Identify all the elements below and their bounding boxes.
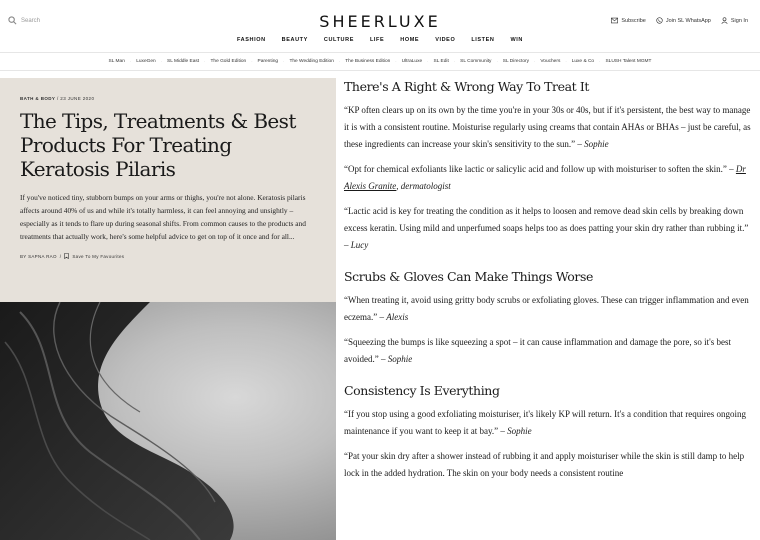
quote-paragraph (344, 334, 754, 368)
sign-in-label: Sign In (730, 17, 748, 24)
save-favourites-button[interactable]: Save To My Favourites (72, 253, 125, 259)
nav-home[interactable]: HOME (400, 37, 420, 43)
separator: · (599, 59, 601, 64)
search-label: Search (21, 17, 41, 24)
separator: · (427, 59, 429, 64)
separator: · (338, 59, 341, 64)
quote-text: “When treating it, avoid using gritty body scrubs or exfoliating gloves. These can trigger inflammation and even eczema.” – (344, 295, 749, 322)
section-heading: There's A Right & Wrong Way To Treat It (344, 79, 589, 94)
quote-text: “Pat your skin dry after a shower instead of rubbing it and apply moisturiser while the skin is still damp to help lock in the added hydration. The skin on your body needs a consistent routine (344, 451, 745, 478)
article-hero (0, 78, 336, 302)
separator: · (283, 59, 285, 64)
whatsapp-link[interactable] (656, 17, 711, 24)
author-link[interactable]: BY SAPNA RAO (20, 253, 57, 259)
separator: · (453, 59, 456, 64)
subscribe-link[interactable] (611, 17, 645, 24)
quote-text: “Opt for chemical exfoliants like lactic or salicylic acid and follow up with moisturiser to soften the skin.” – (344, 164, 736, 174)
quote-text: “Lactic acid is key for treating the condition as it helps to loosen and remove dead skin cells by breaking down excess keratin. Using mild and unperfumed soaps helps too as does patting your skin dry rather than rubbing it.” – (344, 206, 749, 250)
subnav-sl-community[interactable]: SL Community (460, 59, 492, 64)
subscribe-label: Subscribe (621, 17, 646, 24)
separator: · (395, 59, 397, 64)
nav-listen[interactable]: LISTEN (471, 37, 495, 43)
whatsapp-label: Join SL WhatsApp (665, 17, 711, 24)
attribution-link[interactable]: Dr Alexis Granite (344, 164, 746, 191)
subnav-slush-talent[interactable]: SLUSH Talent MGMT (605, 59, 652, 64)
article-title: The Tips, Treatments & Best Products For Treating Keratosis Pilaris (20, 109, 296, 181)
nav-win[interactable]: WIN (510, 37, 523, 43)
quote-paragraph (344, 203, 754, 254)
sub-nav (0, 52, 760, 71)
bookmark-icon[interactable] (64, 253, 69, 259)
article-body (344, 78, 754, 482)
user-icon (721, 17, 728, 24)
quote-attribution: Sophie (584, 139, 609, 149)
quote-attribution: Sophie (387, 354, 413, 364)
quote-attribution: , dermatologist (396, 181, 451, 191)
quote-attribution: Alexis (386, 312, 409, 322)
site-header (0, 0, 760, 52)
quote-paragraph (344, 448, 754, 482)
publish-date: 23 JUNE 2020 (60, 96, 95, 101)
nav-culture[interactable]: CULTURE (323, 37, 354, 43)
category-link[interactable]: BATH & BODY (20, 96, 56, 101)
byline (20, 253, 316, 259)
whatsapp-icon (656, 17, 663, 24)
separator: · (565, 59, 567, 64)
hero-image (0, 302, 336, 540)
subnav-sl-man[interactable]: SL Man (108, 59, 125, 64)
separator: · (496, 59, 498, 64)
nav-fashion[interactable]: FASHION (237, 37, 266, 43)
quote-paragraph (344, 161, 754, 195)
hair-illustration (0, 302, 336, 540)
subnav-ultraluxe[interactable]: UltraLuxe (401, 59, 423, 64)
quote-text: “Squeezing the bumps is like squeezing a spot – it can cause inflammation and damage the pore, so it's best avoided.” – (344, 337, 732, 364)
quote-attribution: Sophie (507, 426, 532, 436)
article-intro: If you've noticed tiny, stubborn bumps on your arms or thighs, you're not alone. Keratosis pilaris affects around 40% of us and while it's totally harmless, it can feel annoying and unsightly – especially as it tends to flare up during seasonal shifts. From common causes to the products and treatments that actually work, here's some helpful advice to get on top of it once and for all... (20, 193, 306, 241)
separator: · (204, 59, 206, 64)
subnav-parenting[interactable]: Parenting (257, 59, 279, 64)
nav-life[interactable]: LIFE (369, 37, 385, 43)
subnav-wedding-edition[interactable]: The Wedding Edition (289, 59, 334, 64)
quote-attribution: Lucy (350, 240, 369, 250)
mail-icon (611, 17, 618, 24)
quote-text: “If you stop using a good exfoliating moisturiser, it's likely KP will return. It's a condition that requires ongoing maintenance if you want to keep it at bay.” – (344, 409, 746, 436)
subnav-luxegen[interactable]: LuxeGen (136, 59, 156, 64)
separator: · (251, 59, 253, 64)
quote-paragraph (344, 292, 754, 326)
sign-in-link[interactable] (721, 17, 748, 24)
subnav-vouchers[interactable]: Vouchers (540, 59, 561, 64)
nav-video[interactable]: VIDEO (435, 37, 456, 43)
article-kicker (20, 96, 316, 101)
section-heading: Scrubs & Gloves Can Make Things Worse (344, 269, 594, 284)
kicker-separator: / (56, 96, 61, 101)
nav-beauty[interactable]: BEAUTY (281, 37, 308, 43)
quote-text: “KP often clears up on its own by the time you're in your 30s or 40s, but if it's persistent, the best way to manage it is with a consistent routine. Moisturise regularly using creams that contain AHAs or BHAs – just be careful, as these ingredients can increase your skin's sensitivity to the sun.” – (344, 105, 751, 149)
quote-paragraph (344, 406, 754, 440)
byline-separator: / (59, 253, 62, 259)
site-logo[interactable]: SHEERLUXE (319, 12, 441, 31)
subnav-sl-middle-east[interactable]: SL Middle East (167, 59, 200, 64)
main-nav (0, 37, 760, 43)
quote-paragraph (344, 102, 754, 153)
subnav-business-edition[interactable]: The Business Edition (345, 59, 391, 64)
separator: · (129, 59, 132, 64)
subnav-luxe-co[interactable]: Luxe & Co (571, 59, 595, 64)
utility-links (611, 17, 748, 24)
separator: · (160, 59, 163, 64)
separator: · (534, 59, 536, 64)
subnav-sl-edit[interactable]: SL Edit (433, 59, 449, 64)
subnav-sl-directory[interactable]: SL Directory (502, 59, 529, 64)
section-heading: Consistency Is Everything (344, 383, 500, 398)
subnav-gold-edition[interactable]: The Gold Edition (210, 59, 247, 64)
